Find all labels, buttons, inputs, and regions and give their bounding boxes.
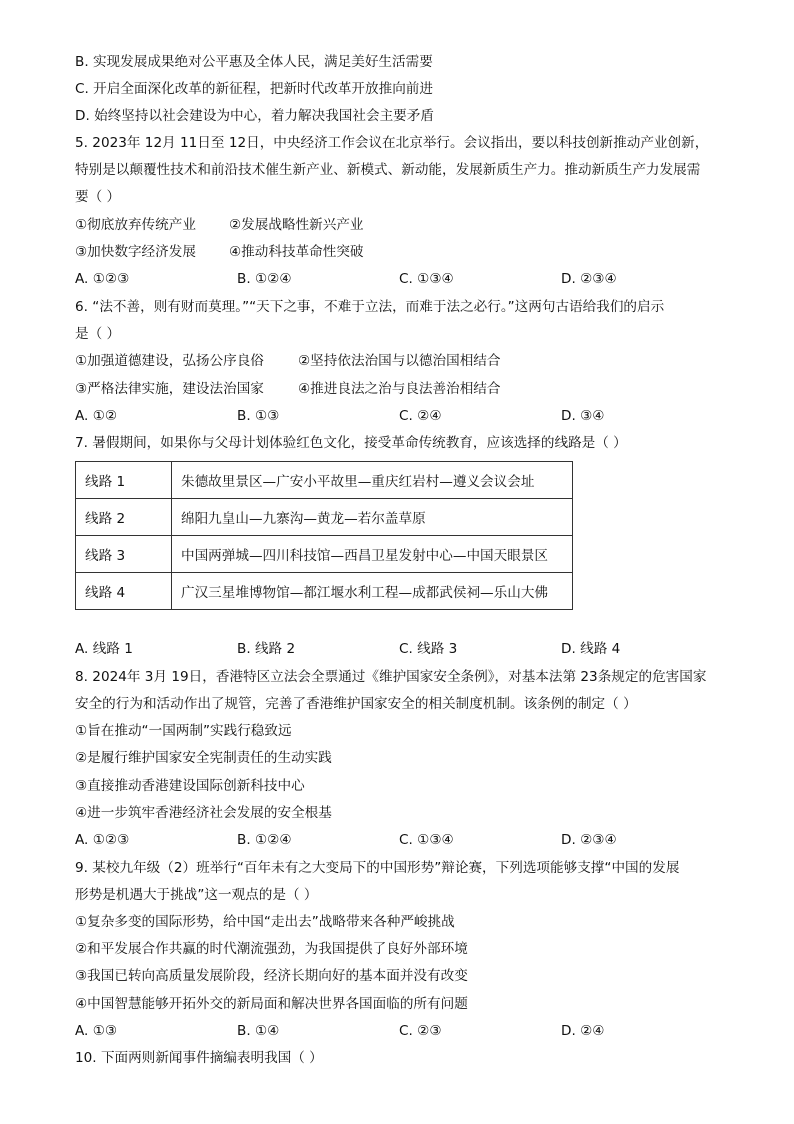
q6-item-3: ③严格法律实施，建设法治国家 [75, 381, 264, 397]
q6-item-1: ①加强道德建设，弘扬公序良俗 [75, 353, 264, 369]
q10-stem: 10. 下面两则新闻事件摘编表明我国（ ） [75, 1050, 323, 1066]
q7-stem: 7. 暑假期间，如果你与父母计划体验红色文化，接受革命传统教育，应该选择的线路是（ ） [75, 435, 627, 451]
q5-stem-line-1: 5. 2023年 12月 11日至 12日，中央经济工作会议在北京举行。会议指出，要以科技创新推动产业创新， [75, 135, 709, 151]
q6-option-d: D. ③④ [561, 408, 605, 424]
q7-option-b: B. 线路 2 [237, 641, 296, 657]
q8-item-1: ①旨在推动“一国两制”实践行稳致远 [75, 723, 292, 739]
q8-stem-line-1: 8. 2024年 3月 19日，香港特区立法会全票通过《维护国家安全条例》，对基本法第 23条规定的危害国家 [75, 669, 707, 685]
q5-option-a: A. ①②③ [75, 271, 130, 287]
q8-stem-line-2: 安全的行为和活动作出了规管，完善了香港维护国家安全的相关制度机制。该条例的制定（ ） [75, 696, 637, 712]
route-path: 中国两弹城—四川科技馆—西昌卫星发射中心—中国天眼景区 [172, 536, 573, 573]
q8-option-a: A. ①②③ [75, 832, 130, 848]
route-name: 线路 3 [76, 536, 172, 573]
q9-stem-line-2: 形势是机遇大于挑战”这一观点的是（ ） [75, 887, 318, 903]
q9-item-4: ④中国智慧能够开拓外交的新局面和解决世界各国面临的所有问题 [75, 996, 468, 1012]
table-row [76, 499, 573, 536]
q9-option-c: C. ②③ [399, 1023, 442, 1039]
q9-item-3: ③我国已转向高质量发展阶段，经济长期向好的基本面并没有改变 [75, 968, 468, 984]
q5-options [75, 270, 735, 288]
route-path: 绵阳九皇山—九寨沟—黄龙—若尔盖草原 [172, 499, 573, 536]
q9-item-1: ①复杂多变的国际形势，给中国“走出去”战略带来各种严峻挑战 [75, 914, 455, 930]
q9-item-2: ②和平发展合作共赢的时代潮流强劲，为我国提供了良好外部环境 [75, 941, 468, 957]
q5-items-row-1 [75, 216, 735, 234]
q8-option-c: C. ①③④ [399, 832, 454, 848]
route-name: 线路 1 [76, 462, 172, 499]
q8-option-b: B. ①②④ [237, 832, 292, 848]
q5-option-c: C. ①③④ [399, 271, 454, 287]
q7-route-table [75, 461, 573, 610]
q6-item-2: ②坚持依法治国与以德治国相结合 [298, 353, 501, 369]
q4-option-c: C. 开启全面深化改革的新征程，把新时代改革开放推向前进 [75, 81, 433, 97]
q8-option-d: D. ②③④ [561, 832, 617, 848]
q7-option-c: C. 线路 3 [399, 641, 458, 657]
q5-item-3: ③加快数字经济发展 [75, 244, 196, 260]
q5-stem-line-2: 特别是以颠覆性技术和前沿技术催生新产业、新模式、新动能，发展新质生产力。推动新质生产力发展需 [75, 162, 701, 178]
q6-stem-line-1: 6. “法不善，则有财而莫理。”“天下之事，不难于立法，而难于法之必行。”这两句古语给我们的启示 [75, 299, 665, 315]
route-path: 朱德故里景区—广安小平故里—重庆红岩村—遵义会议会址 [172, 462, 573, 499]
q6-items-row-1 [75, 352, 735, 370]
q5-item-1: ①彻底放弃传统产业 [75, 217, 196, 233]
q5-option-b: B. ①②④ [237, 271, 292, 287]
q7-option-a: A. 线路 1 [75, 641, 133, 657]
q6-option-c: C. ②④ [399, 408, 442, 424]
route-name: 线路 2 [76, 499, 172, 536]
q9-stem-line-1: 9. 某校九年级（2）班举行“百年未有之大变局下的中国形势”辩论赛，下列选项能够支撑“中国的发展 [75, 860, 680, 876]
q6-options [75, 407, 735, 425]
q9-option-a: A. ①③ [75, 1023, 118, 1039]
q5-item-4: ④推动科技革命性突破 [229, 244, 364, 260]
q5-option-d: D. ②③④ [561, 271, 617, 287]
q4-option-d: D. 始终坚持以社会建设为中心，着力解决我国社会主要矛盾 [75, 108, 434, 124]
q8-item-3: ③直接推动香港建设国际创新科技中心 [75, 778, 305, 794]
q6-option-b: B. ①③ [237, 408, 280, 424]
q7-options [75, 640, 735, 658]
q6-stem-line-2: 是（ ） [75, 326, 121, 342]
table-row [76, 536, 573, 573]
q6-item-4: ④推进良法之治与良法善治相结合 [298, 381, 501, 397]
q9-option-d: D. ②④ [561, 1023, 605, 1039]
q9-option-b: B. ①④ [237, 1023, 280, 1039]
q5-stem-line-3: 要（ ） [75, 189, 121, 205]
q8-item-4: ④进一步筑牢香港经济社会发展的安全根基 [75, 805, 332, 821]
q8-item-2: ②是履行维护国家安全宪制责任的生动实践 [75, 750, 332, 766]
q9-options [75, 1022, 735, 1040]
q5-item-2: ②发展战略性新兴产业 [229, 217, 364, 233]
q6-items-row-2 [75, 380, 735, 398]
q8-options [75, 831, 735, 849]
q7-option-d: D. 线路 4 [561, 641, 621, 657]
q4-option-b: B. 实现发展成果绝对公平惠及全体人民，满足美好生活需要 [75, 54, 433, 70]
table-row [76, 462, 573, 499]
route-path: 广汉三星堆博物馆—都江堰水利工程—成都武侯祠—乐山大佛 [172, 573, 573, 610]
table-row [76, 573, 573, 610]
route-name: 线路 4 [76, 573, 172, 610]
q5-items-row-2 [75, 243, 735, 261]
q6-option-a: A. ①② [75, 408, 118, 424]
